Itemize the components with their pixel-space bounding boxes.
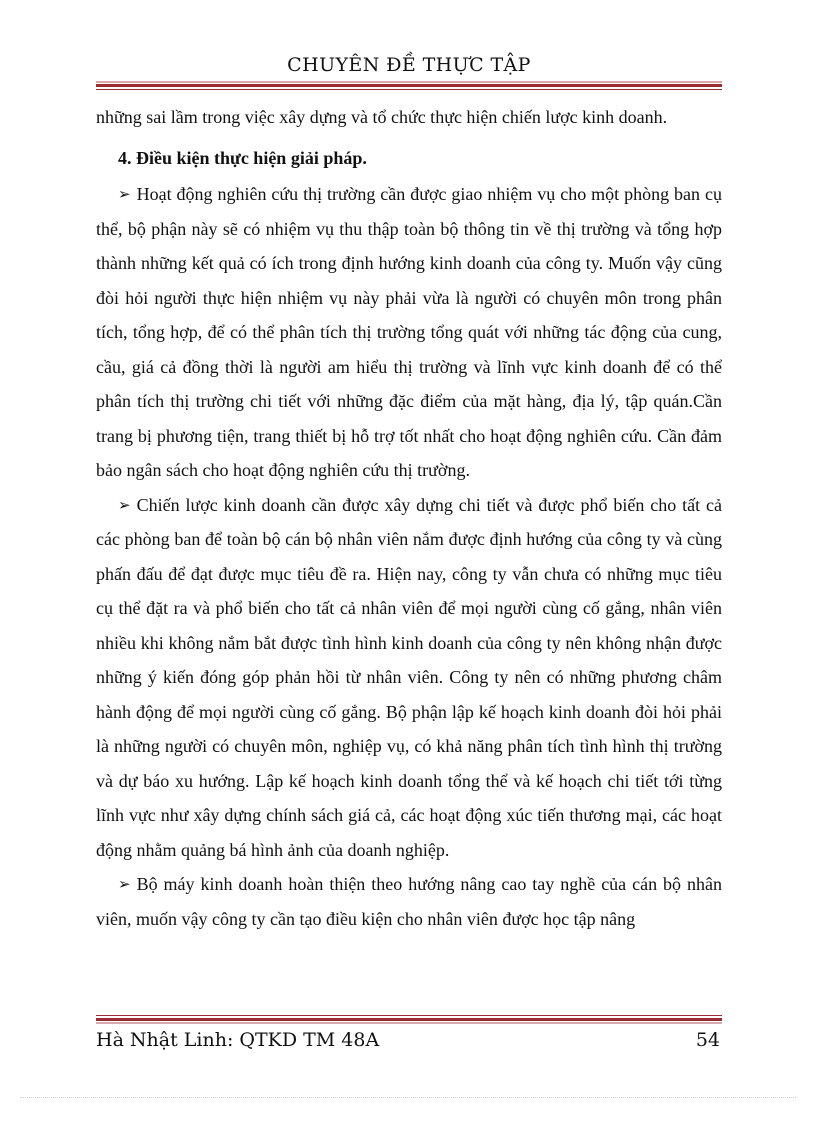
arrow-bullet-icon: ➢ [118, 185, 131, 203]
arrow-bullet-icon: ➢ [118, 875, 131, 893]
section-heading: 4. Điều kiện thực hiện giải pháp. [118, 147, 367, 168]
bullet-paragraph-2 [96, 488, 722, 868]
footer-rule-shadow [96, 1022, 722, 1024]
page-bottom-divider [20, 1097, 796, 1098]
paragraph-text: Hoạt động nghiên cứu thị trường cần được giao nhiệm vụ cho một phòng ban cụ thể, bộ phận này sẽ có nhiệm vụ thu thập toàn bộ thông tin về thị trường và tổng hợp thành những kết quả có ích trong định hướng kinh doanh của công ty. Muốn vậy cũng đòi hỏi người thực hiện nhiệm vụ này phải vừa là người có chuyên môn trong phân tích, tổng hợp, để có thể phân tích thị trường tổng quát với những tác động của cung, cầu, giá cả đồng thời là người am hiểu thị trường và lĩnh vực kinh doanh để có thể phân tích thị trường chi tiết với những đặc điểm của mặt hàng, địa lý, tập quán.Cần trang bị phương tiện, trang thiết bị hỗ trợ tốt nhất cho hoạt động nghiên cứu. Cần đảm bảo ngân sách cho hoạt động nghiên cứu thị trường. [96, 184, 722, 480]
paragraph-text: Bộ máy kinh doanh hoàn thiện theo hướng nâng cao tay nghề của cán bộ nhân viên, muốn vậy công ty cần tạo điều kiện cho nhân viên được học tập nâng [96, 874, 722, 929]
page-number: 54 [695, 1029, 720, 1051]
header-rule-thin [96, 89, 722, 90]
header-title: CHUYÊN ĐỀ THỰC TẬP [287, 54, 531, 76]
bullet-paragraph-3 [96, 867, 722, 936]
header-container [96, 52, 722, 78]
footer-rule-thick [96, 1018, 722, 1021]
header-rule-thick [96, 84, 722, 87]
paragraph-text: Chiến lược kinh doanh cần được xây dựng chi tiết và được phổ biến cho tất cả các phòng ban để toàn bộ cán bộ nhân viên nắm được định hướng của công ty và cùng phấn đấu để đạt được mục tiêu đề ra. Hiện nay, công ty vẫn chưa có những mục tiêu cụ thể đặt ra và phổ biến cho tất cả nhân viên để mọi người cùng cố gắng, nhân viên nhiều khi không nắm bắt được tình hình kinh doanh của công ty nên không nhận được những ý kiến đóng góp phản hồi từ nhân viên. Công ty nên có những phương châm hành động để mọi người cùng cố gắng. Bộ phận lập kế hoạch kinh doanh đòi hỏi phải là những người có chuyên môn, nghiệp vụ, có khả năng phân tích tình hình thị trường và dự báo xu hướng. Lập kế hoạch kinh doanh tổng thể và kế hoạch chi tiết tới từng lĩnh vực như xây dựng chính sách giá cả, các hoạt động xúc tiến thương mại, các hoạt động nhằm quảng bá hình ảnh của doanh nghiệp. [96, 494, 722, 860]
bullet-paragraph-1 [96, 177, 722, 488]
continuation-paragraph: những sai lầm trong việc xây dựng và tổ chức thực hiện chiến lược kinh doanh. [96, 107, 668, 127]
footer-author: Hà Nhật Linh: QTKD TM 48A [96, 1029, 380, 1051]
header-rule-shadow [96, 81, 722, 83]
footer-rule-thin [96, 1015, 722, 1016]
arrow-bullet-icon: ➢ [118, 495, 131, 514]
document-body [96, 100, 722, 936]
footer-bar [96, 1025, 722, 1055]
